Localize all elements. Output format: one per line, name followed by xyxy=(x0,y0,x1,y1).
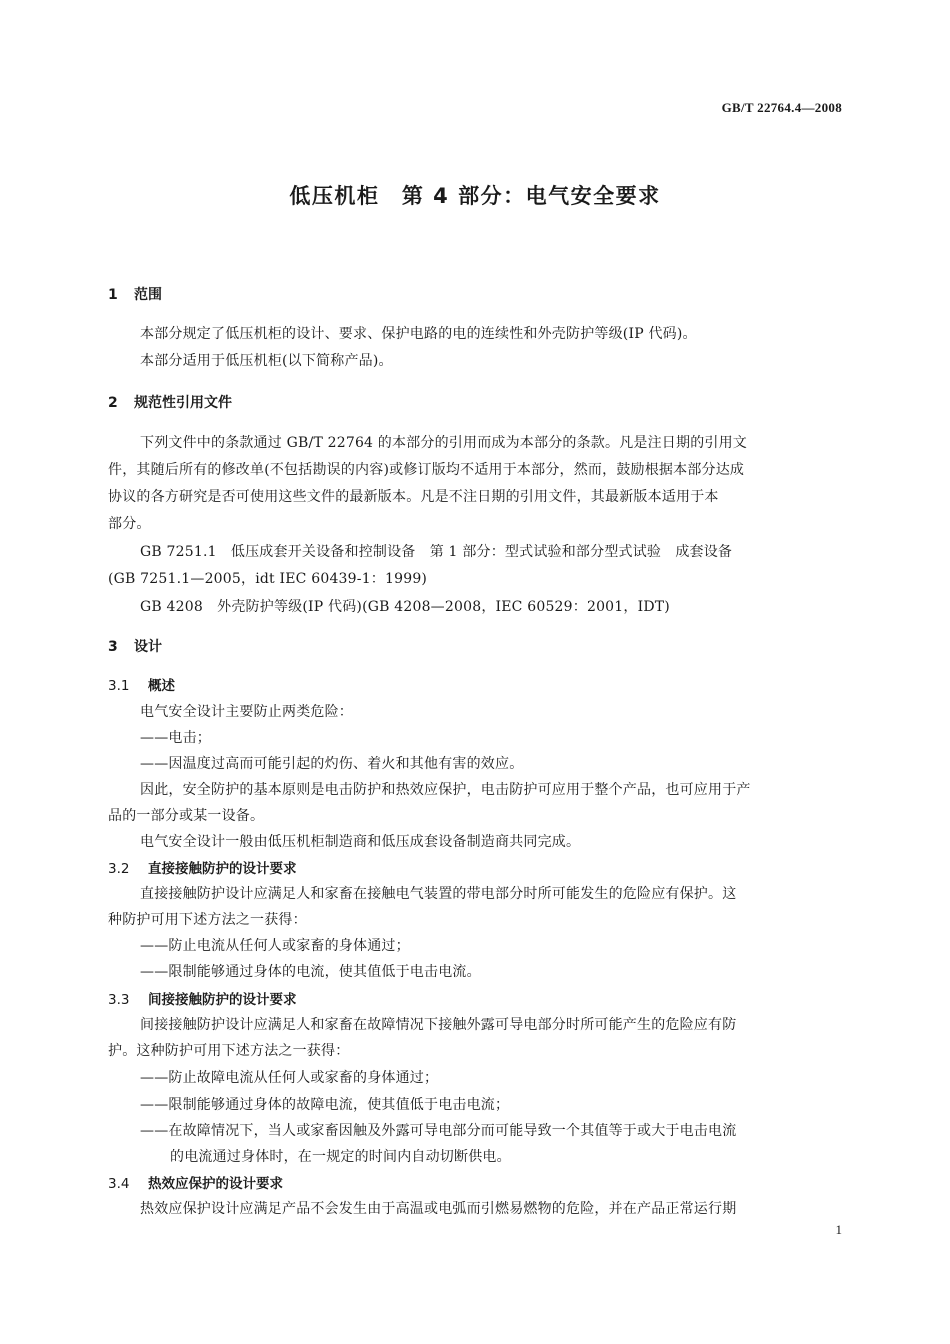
subsection-number: 3.4 xyxy=(108,1176,130,1192)
list-item: ——因温度过高而可能引起的灼伤、着火和其他有害的效应。 xyxy=(140,756,524,772)
section-title: 规范性引用文件 xyxy=(134,395,232,411)
paragraph-line: 本部分适用于低压机柜(以下简称产品)。 xyxy=(140,353,393,369)
section-2-heading xyxy=(108,392,232,412)
paragraph-line: 件，其随后所有的修改单(不包括勘误的内容)或修订版均不适用于本部分，然而，鼓励根据本部分达成 xyxy=(108,462,745,478)
section-number: 2 xyxy=(108,395,118,411)
paragraph-line: 协议的各方研究是否可使用这些文件的最新版本。凡是不注日期的引用文件，其最新版本适用于本 xyxy=(108,489,719,505)
subsection-number: 3.3 xyxy=(108,992,130,1008)
subsection-title: 概述 xyxy=(148,678,175,694)
paragraph-line: 电气安全设计主要防止两类危险： xyxy=(140,704,353,720)
list-item-continuation: 的电流通过身体时，在一规定的时间内自动切断供电。 xyxy=(170,1149,511,1165)
paragraph-line: 电气安全设计一般由低压机柜制造商和低压成套设备制造商共同完成。 xyxy=(140,834,581,850)
paragraph-line: 因此，安全防护的基本原则是电击防护和热效应保护，电击防护可应用于整个产品，也可应用于产 xyxy=(140,782,751,798)
paragraph-line: 品的一部分或某一设备。 xyxy=(108,808,265,824)
list-item: ——电击； xyxy=(140,730,211,746)
paragraph-line: 直接接触防护设计应满足人和家畜在接触电气装置的带电部分时所可能发生的危险应有保护。这 xyxy=(140,886,737,902)
list-item: ——防止故障电流从任何人或家畜的身体通过； xyxy=(140,1070,439,1086)
section-number: 1 xyxy=(108,287,118,303)
list-item: ——在故障情况下，当人或家畜因触及外露可导电部分而可能导致一个其值等于或大于电击电流 xyxy=(140,1123,737,1139)
subsection-number: 3.2 xyxy=(108,861,130,877)
section-number: 3 xyxy=(108,639,118,655)
section-1-heading xyxy=(108,284,162,304)
subsection-3-4-heading xyxy=(108,1172,283,1192)
reference-line: (GB 7251.1—2005，idt IEC 60439-1：1999) xyxy=(108,571,428,587)
section-title: 范围 xyxy=(134,287,162,303)
paragraph-line: 下列文件中的条款通过 GB/T 22764 的本部分的引用而成为本部分的条款。凡是注日期的引用文 xyxy=(140,435,748,451)
subsection-title: 直接接触防护的设计要求 xyxy=(148,861,297,877)
subsection-3-1-heading xyxy=(108,674,175,694)
paragraph-line: 本部分规定了低压机柜的设计、要求、保护电路的电的连续性和外壳防护等级(IP 代码)。 xyxy=(140,326,697,342)
subsection-title: 间接接触防护的设计要求 xyxy=(148,992,297,1008)
subsection-3-2-heading xyxy=(108,857,297,877)
paragraph-line: 间接接触防护设计应满足人和家畜在故障情况下接触外露可导电部分时所可能产生的危险应有防 xyxy=(140,1017,737,1033)
list-item: ——限制能够通过身体的故障电流，使其值低于电击电流； xyxy=(140,1097,510,1113)
paragraph-line: 护。这种防护可用下述方法之一获得： xyxy=(108,1043,350,1059)
paragraph-line: 热效应保护设计应满足产品不会发生由于高温或电弧而引燃易燃物的危险，并在产品正常运行期 xyxy=(140,1201,737,1217)
paragraph-line: 部分。 xyxy=(108,516,151,532)
subsection-title: 热效应保护的设计要求 xyxy=(148,1176,283,1192)
reference-line: GB 7251.1 低压成套开关设备和控制设备 第 1 部分：型式试验和部分型式试验 成套设备 xyxy=(140,544,733,560)
section-title: 设计 xyxy=(134,639,162,655)
list-item: ——防止电流从任何人或家畜的身体通过； xyxy=(140,938,410,954)
document-title: 低压机柜 第 4 部分：电气安全要求 xyxy=(289,184,661,208)
subsection-number: 3.1 xyxy=(108,678,130,694)
reference-line: GB 4208 外壳防护等级(IP 代码)(GB 4208—2008，IEC 60529：2001，IDT) xyxy=(140,599,670,615)
paragraph-line: 种防护可用下述方法之一获得： xyxy=(108,912,307,928)
subsection-3-3-heading xyxy=(108,988,297,1008)
standard-code: GB/T 22764.4—2008 xyxy=(721,100,842,115)
section-3-heading xyxy=(108,636,162,656)
list-item: ——限制能够通过身体的电流，使其值低于电击电流。 xyxy=(140,964,481,980)
page-number: 1 xyxy=(835,1222,842,1237)
